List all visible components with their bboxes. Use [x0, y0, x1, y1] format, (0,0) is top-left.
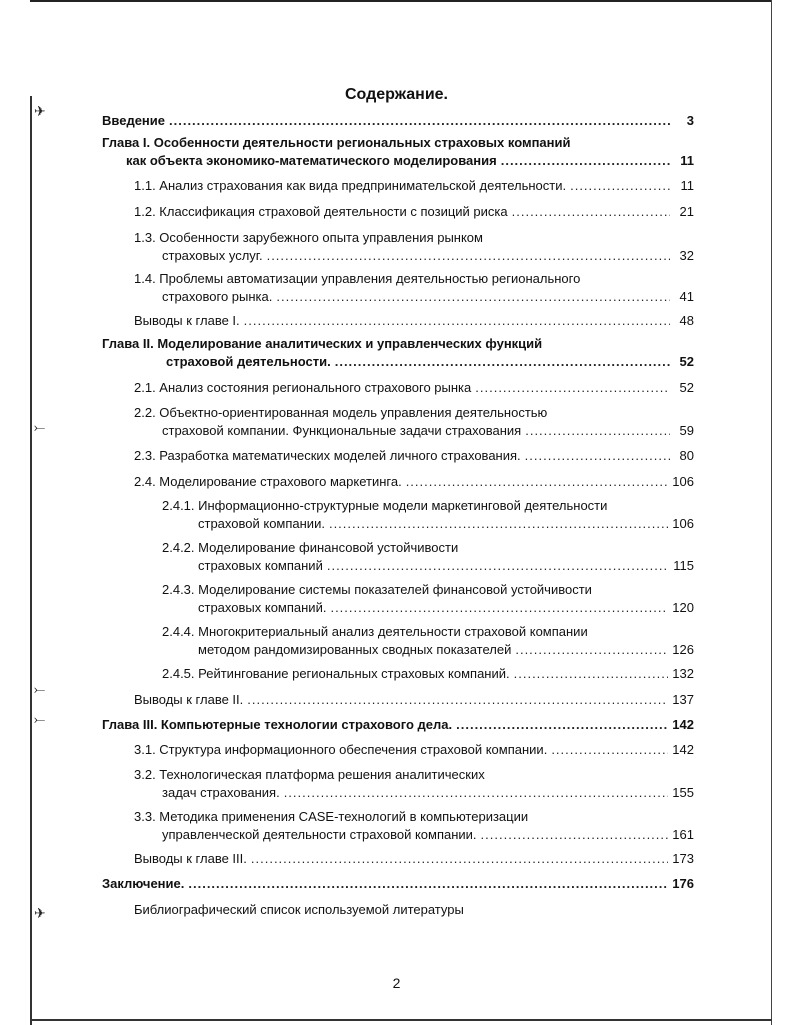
toc-entry-label-line1: 3.3. Методика применения CASE-технологий в компьютеризации [134, 809, 529, 824]
toc-entry-label: Глава III. Компьютерные технологии страхового дела. [102, 717, 453, 732]
toc-entry-label-line1: 3.2. Технологическая платформа решения аналитических [134, 767, 485, 782]
margin-mark-icon: ⤚ [34, 420, 46, 436]
leader-dots [276, 288, 670, 306]
leader-dots [406, 473, 669, 491]
toc-entry-chapter-2-conclusions[interactable] [102, 691, 694, 709]
toc-entry-label-line1: Глава II. Моделирование аналитических и управленческих функций [102, 336, 543, 351]
toc-page-number: 32 [679, 248, 694, 263]
toc-entry-section-3-1[interactable] [102, 741, 694, 759]
toc-entry-section-1-3[interactable] [102, 229, 694, 265]
toc-entry-label-line2: страхового рынка. [162, 289, 273, 304]
toc-entry-label-line1: 2.4.3. Моделирование системы показателей финансовой устойчивости [162, 582, 592, 597]
toc-page-number: 106 [672, 516, 694, 531]
leader-dots [329, 515, 668, 533]
toc-entry-section-2-2[interactable] [102, 404, 694, 440]
leader-dots [525, 447, 670, 465]
toc-entry-label: Выводы к главе III. [134, 851, 247, 866]
toc-entry-section-2-3[interactable] [102, 447, 694, 465]
page-title: Содержание. [344, 86, 448, 103]
toc-entry-label-line2: страховой компании. [198, 516, 325, 531]
toc-entry-label: 2.1. Анализ состояния регионального страхового рынка [134, 380, 472, 395]
leader-dots [481, 826, 669, 844]
toc-entry-label-line2: методом рандомизированных сводных показателей [198, 642, 512, 657]
toc-entry-conclusion[interactable] [102, 875, 694, 893]
leader-dots [551, 741, 668, 759]
scan-border-top [30, 0, 772, 2]
toc-entry-label-line2: страховых компаний. [198, 600, 327, 615]
toc-entry-subsection-2-4-4[interactable] [102, 623, 694, 659]
toc-entry-label-line2: страховой компании. Функциональные задачи страхования [162, 423, 522, 438]
toc-page-number: 173 [672, 851, 694, 866]
toc-entry-introduction[interactable] [102, 112, 694, 130]
toc-entry-label-line1: 2.2. Объектно-ориентированная модель управления деятельностью [134, 405, 548, 420]
margin-mark-icon: ✈ [34, 104, 46, 120]
toc-page-number: 21 [679, 204, 694, 219]
toc-entry-section-1-2[interactable] [102, 203, 694, 221]
leader-dots [475, 379, 670, 397]
leader-dots [327, 557, 669, 575]
leader-dots [512, 203, 670, 221]
margin-mark-icon: ⤚ [34, 682, 46, 698]
leader-dots [456, 716, 668, 734]
toc-entry-label: 2.4. Моделирование страхового маркетинга. [134, 474, 402, 489]
toc-page-number: 115 [673, 558, 694, 573]
toc-entry-subsection-2-4-3[interactable] [102, 581, 694, 617]
toc-entry-section-2-4[interactable] [102, 473, 694, 491]
toc-entry-label: 3.1. Структура информационного обеспечения страховой компании. [134, 742, 548, 757]
leader-dots [267, 247, 670, 265]
toc-entry-label: Библиографический список используемой литературы [134, 902, 464, 917]
toc-page-number: 11 [680, 178, 694, 193]
page-number: 2 [392, 975, 401, 991]
toc-page-number: 52 [679, 380, 694, 395]
leader-dots [525, 422, 670, 440]
leader-dots [251, 850, 668, 868]
toc-entry-chapter-3-conclusions[interactable] [102, 850, 694, 868]
margin-mark-icon: ✈ [34, 906, 46, 922]
toc-entry-label: 1.2. Классификация страховой деятельности с позиций риска [134, 204, 508, 219]
margin-mark-icon: ⤚ [34, 712, 46, 728]
leader-dots [284, 784, 669, 802]
table-of-contents [102, 112, 694, 919]
leader-dots [244, 312, 670, 330]
toc-page-number: 176 [672, 876, 694, 891]
toc-entry-section-2-1[interactable] [102, 379, 694, 397]
toc-entry-label: 2.4.5. Рейтингование региональных страховых компаний. [162, 666, 510, 681]
toc-page-number: 41 [679, 289, 694, 304]
leader-dots [335, 353, 670, 371]
toc-page-number: 155 [672, 785, 694, 800]
leader-dots [169, 112, 670, 130]
leader-dots [188, 875, 668, 893]
leader-dots [515, 641, 668, 659]
toc-entry-label-line2: страховых услуг. [162, 248, 263, 263]
toc-page-number: 137 [672, 692, 694, 707]
toc-entry-label: Введение [102, 113, 165, 128]
toc-entry-section-3-3[interactable] [102, 808, 694, 844]
toc-entry-subsection-2-4-5[interactable] [102, 665, 694, 683]
toc-page-number: 106 [672, 474, 694, 489]
toc-entry-label-line1: 1.4. Проблемы автоматизации управления деятельностью регионального [134, 271, 581, 286]
toc-entry-label: Выводы к главе I. [134, 313, 240, 328]
toc-entry-label-line1: 2.4.4. Многокритериальный анализ деятельности страховой компании [162, 624, 588, 639]
leader-dots [330, 599, 668, 617]
toc-page-number: 126 [672, 642, 694, 657]
toc-entry-chapter-1-conclusions[interactable] [102, 312, 694, 330]
leader-dots [514, 665, 669, 683]
toc-entry-label-line2: страховых компаний [198, 558, 323, 573]
leader-dots [247, 691, 668, 709]
toc-entry-subsection-2-4-2[interactable] [102, 539, 694, 575]
toc-page-number: 142 [672, 717, 694, 732]
toc-entry-label-line1: 2.4.2. Моделирование финансовой устойчивости [162, 540, 459, 555]
toc-page-number: 11 [680, 153, 694, 168]
leader-dots [501, 152, 670, 170]
toc-entry-subsection-2-4-1[interactable] [102, 497, 694, 533]
toc-entry-label-line2: как объекта экономико-математического моделирования [126, 153, 497, 168]
toc-entry-label-line1: Глава I. Особенности деятельности региональных страховых компаний [102, 135, 571, 150]
toc-entry-label-line1: 1.3. Особенности зарубежного опыта управления рынком [134, 230, 483, 245]
toc-entry-section-1-1[interactable] [102, 177, 694, 195]
toc-entry-bibliography[interactable] [102, 901, 694, 919]
scan-border-left [30, 96, 32, 1025]
toc-entry-label-line1: 2.4.1. Информационно-структурные модели маркетинговой деятельности [162, 498, 608, 513]
toc-entry-chapter-3[interactable] [102, 716, 694, 734]
toc-page-number: 48 [679, 313, 694, 328]
scan-border-bottom [30, 1019, 772, 1021]
toc-page-number: 161 [672, 827, 694, 842]
toc-page-number: 52 [679, 354, 694, 369]
toc-entry-chapter-2[interactable] [102, 335, 694, 371]
toc-page-number: 80 [679, 448, 694, 463]
leader-dots [570, 177, 670, 195]
toc-entry-section-1-4[interactable] [102, 270, 694, 306]
toc-entry-label-line2: задач страхования. [162, 785, 280, 800]
toc-entry-label: Заключение. [102, 876, 185, 891]
toc-page-number: 132 [672, 666, 694, 681]
toc-entry-label: Выводы к главе II. [134, 692, 244, 707]
toc-page-number: 59 [679, 423, 694, 438]
toc-page-number: 142 [672, 742, 694, 757]
toc-entry-label: 2.3. Разработка математических моделей личного страхования. [134, 448, 521, 463]
toc-entry-label: 1.1. Анализ страхования как вида предпринимательской деятельности. [134, 178, 567, 193]
toc-page-number: 120 [672, 600, 694, 615]
toc-entry-section-3-2[interactable] [102, 766, 694, 802]
scan-border-right [771, 0, 772, 1025]
toc-page-number: 3 [686, 113, 694, 128]
toc-entry-label-line2: страховой деятельности. [166, 354, 331, 369]
toc-entry-label-line2: управленческой деятельности страховой компании. [162, 827, 477, 842]
toc-entry-chapter-1[interactable] [102, 134, 694, 170]
